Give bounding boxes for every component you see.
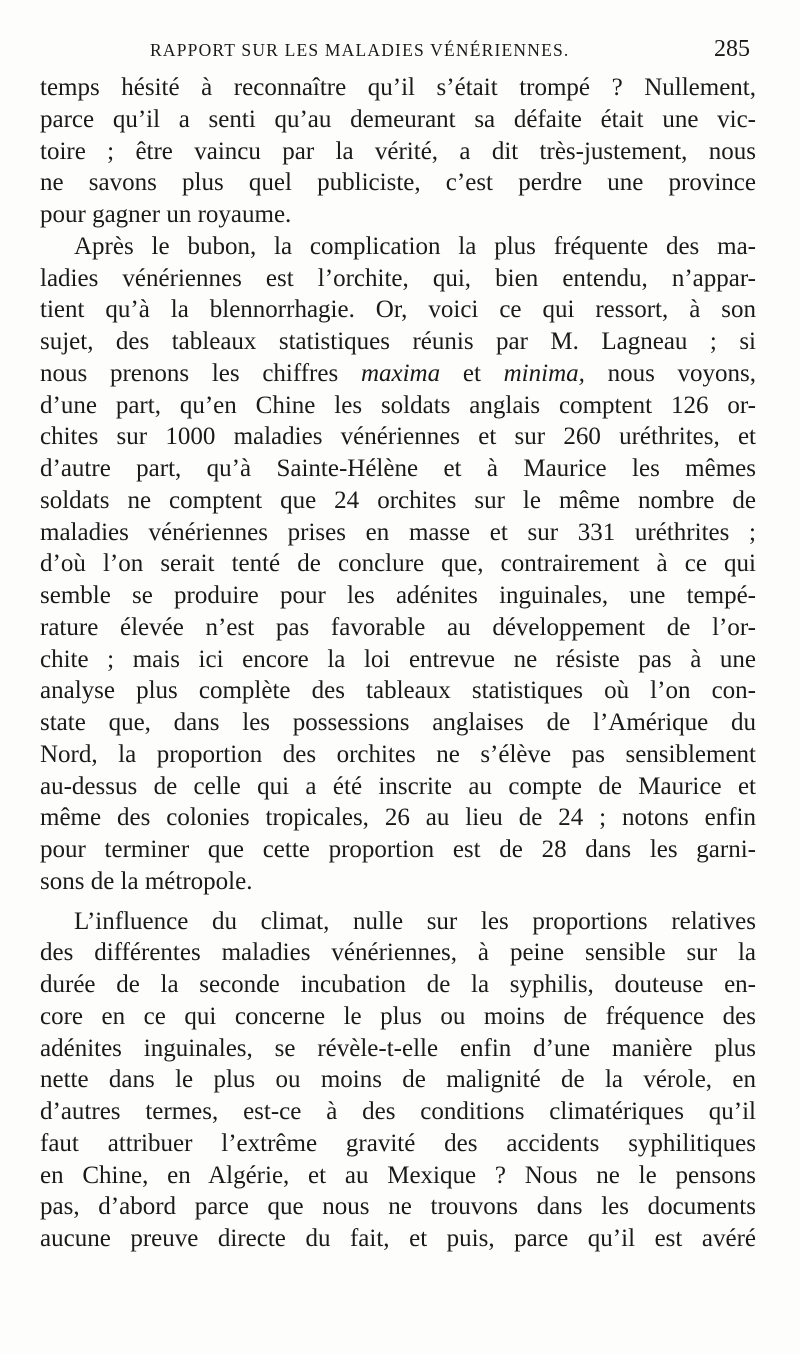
italic-term: minima, [503,359,585,387]
text-line: même des colonies tropicales, 26 au lieu de 24 ; notons enfin [40,804,756,832]
text-line: chite ; mais ici encore la loi entrevue ne résiste pas à une [40,645,756,673]
text-line: soldats ne comptent que 24 orchites sur le même nombre de [40,486,756,514]
text-line: semble se produire pour les adénites inguinales, une tempé- [40,582,756,609]
body-text [40,72,756,1255]
text-line: d’une part, qu’en Chine les soldats anglais comptent 126 or- [40,391,756,419]
text-line: parce qu’il a senti qu’au demeurant sa défaite était une vic- [40,105,756,133]
text-line: en Chine, en Algérie, et au Mexique ? Nous ne le pensons [40,1161,756,1189]
paragraph [40,231,756,898]
italic-term: maxima [360,359,441,387]
text-line: maladies vénériennes prises en masse et sur 331 uréthrites ; [40,518,756,546]
paragraph [40,906,756,1255]
text-line: ladies vénériennes est l’orchite, qui, bien entendu, n’appar- [40,264,756,292]
text-line: durée de la seconde incubation de la syphilis, douteuse en- [40,971,756,998]
text-line: Nord, la proportion des orchites ne s’élève pas sensiblement [40,740,756,768]
text-line: state que, dans les possessions anglaises de l’Amérique du [40,709,756,736]
text-line: faut attribuer l’extrême gravité des accidents syphilitiques [40,1129,756,1157]
text-line: rature élevée n’est pas favorable au développement de l’or- [40,613,756,641]
paragraph-gap [40,898,756,906]
text-line: pour terminer que cette proportion est de 28 dans les garni- [40,836,756,863]
text-line: core en ce qui concerne le plus ou moins de fréquence des [40,1002,756,1030]
text-line: pas, d’abord parce que nous ne trouvons dans les documents [40,1193,756,1221]
text-line: nette dans le plus ou moins de malignité de la vérole, en [40,1066,756,1094]
text-line: Après le bubon, la complication la plus fréquente des ma- [74,232,756,260]
text-line: sujet, des tableaux statistiques réunis par M. Lagneau ; si [40,328,756,355]
text-line: temps hésité à reconnaître qu’il s’était trompé ? Nullement, [40,74,756,101]
page-header [150,36,750,68]
text-line: toire ; être vaincu par la vérité, a dit très-justement, nous [40,137,756,165]
text-line: d’où l’on serait tenté de conclure que, contrairement à ce qui [40,550,756,578]
text-line: ne savons plus quel publiciste, c’est perdre une province [40,169,756,197]
paragraph [40,72,756,231]
text-line: d’autre part, qu’à Sainte-Hélène et à Maurice les mêmes [40,455,756,482]
text-line: analyse plus complète des tableaux statistiques où l’on con- [40,677,756,705]
text-line: L’influence du climat, nulle sur les proportions relatives [74,907,756,935]
text-fragment: et [462,359,481,387]
text-line: chites sur 1000 maladies vénériennes et sur 260 uréthrites, et [40,423,756,451]
text-line: d’autres termes, est-ce à des conditions climatériques qu’il [40,1098,756,1125]
text-line: pour gagner un royaume. [40,201,292,228]
text-line: sons de la métropole. [40,867,253,895]
text-line: tient qu’à la blennorrhagie. Or, voici ce qui ressort, à son [40,296,756,324]
text-line: des différentes maladies vénériennes, à peine sensible sur la [40,939,756,967]
text-fragment: nous prenons les chiffres [40,359,339,387]
running-title: RAPPORT SUR LES MALADIES VÉNÉRIENNES. [150,40,570,60]
text-line: aucune preuve directe du fait, et puis, parce qu’il est avéré [40,1225,756,1252]
text-fragment: nous voyons, [607,359,756,387]
text-line [40,358,756,390]
text-line: au-dessus de celle qui a été inscrite au compte de Maurice et [40,772,756,800]
text-line: adénites inguinales, se révèle-t-elle enfin d’une manière plus [40,1034,756,1062]
page-number: 285 [714,36,750,62]
